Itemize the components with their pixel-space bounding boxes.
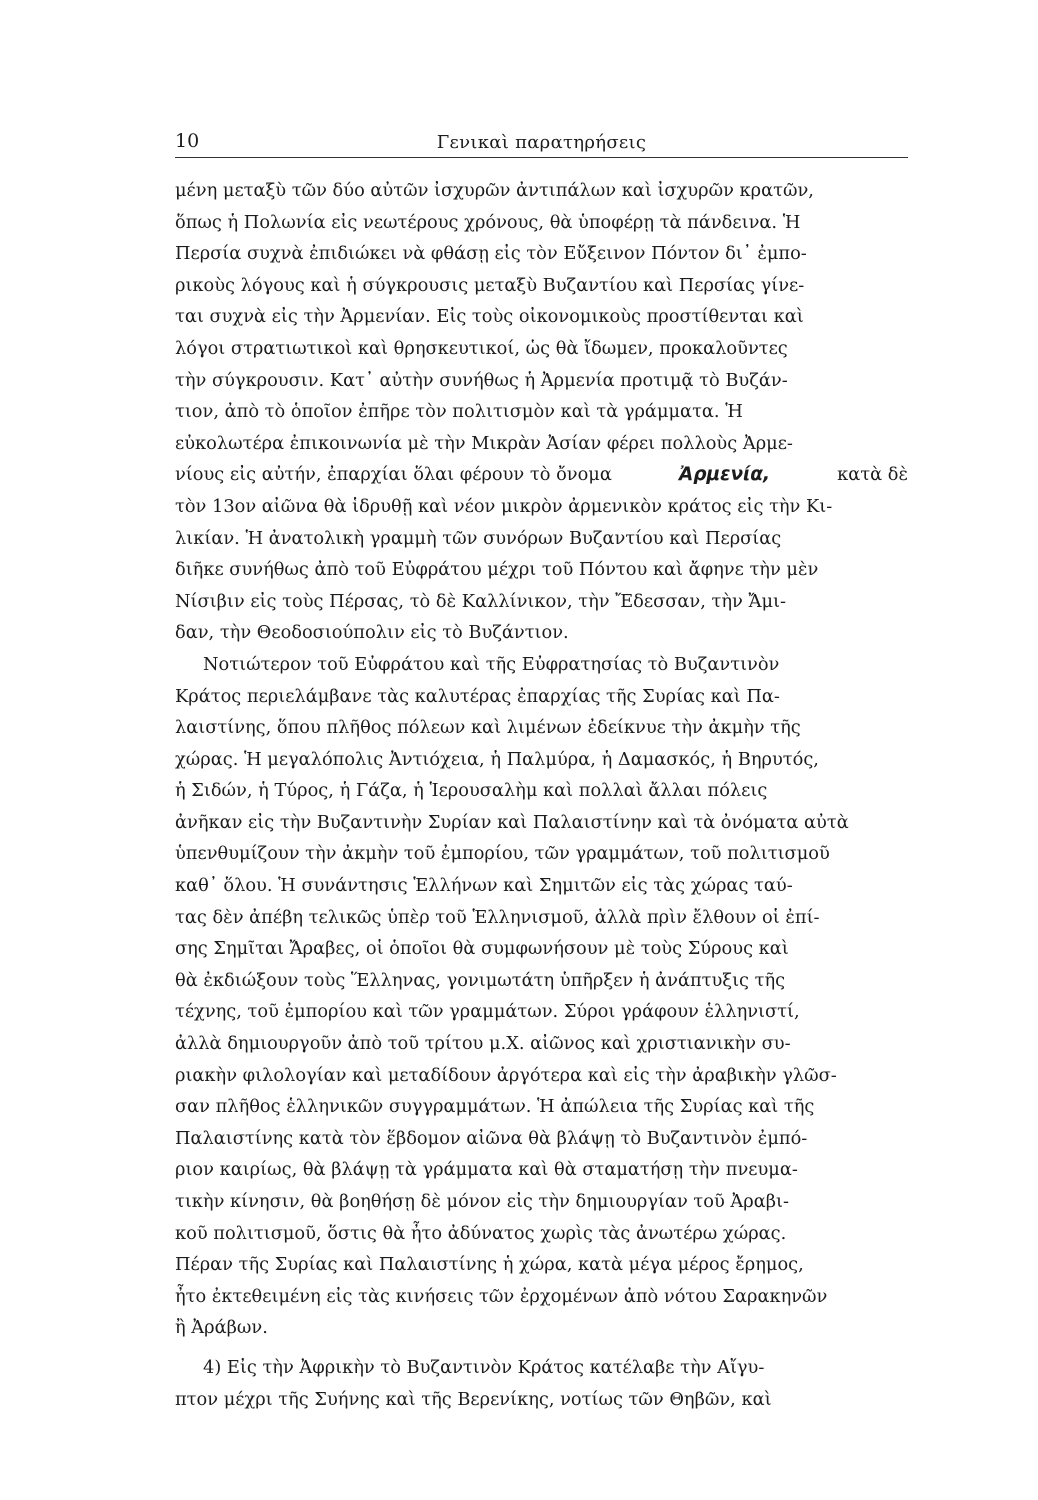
paragraph-gap bbox=[175, 1344, 908, 1352]
header-rule bbox=[175, 157, 908, 158]
text-line-content: ἢ Ἀράβων. bbox=[175, 1317, 268, 1339]
text-line: τὸν 13ον αἰῶνα θὰ ἱδρυθῇ καὶ νέον μικρὸν ἀρμενικὸν κράτος εἰς τὴν Κι- bbox=[175, 495, 833, 517]
text-line: καθ᾽ ὅλου. Ἡ συνάντησις Ἑλλήνων καὶ Σημιτῶν εἰς τὰς χώρας ταύ- bbox=[175, 875, 793, 897]
text-line: 4) Εἰς τὴν Ἀφρικὴν τὸ Βυζαντινὸν Κράτος κατέλαβε τὴν Αἴγυ- bbox=[203, 1356, 765, 1378]
text-line: τας δὲν ἀπέβη τελικῶς ὑπὲρ τοῦ Ἑλληνισμοῦ, ἀλλὰ πρὶν ἔλθουν οἱ ἐπί- bbox=[175, 906, 820, 928]
text-line-with-emphasis bbox=[175, 459, 908, 491]
paragraph-2 bbox=[175, 649, 908, 1344]
text-line bbox=[175, 1312, 908, 1344]
text-line: λόγοι στρατιωτικοὶ καὶ θρησκευτικοί, ὡς θὰ ἴδωμεν, προκαλοῦντες bbox=[175, 337, 788, 359]
page-number: 10 bbox=[175, 130, 200, 152]
text-line: τὴν σύγκρουσιν. Κατ᾽ αὐτὴν συνήθως ἡ Ἀρμενία προτιμᾷ τὸ Βυζάν- bbox=[175, 369, 788, 391]
line-tail: κατὰ δὲ bbox=[837, 464, 908, 486]
text-line: ριακὴν φιλολογίαν καὶ μεταδίδουν ἀργότερα καὶ εἰς τὴν ἀραβικὴν γλῶσ- bbox=[175, 1064, 837, 1086]
text-line: τιον, ἀπὸ τὸ ὁποῖον ἐπῆρε τὸν πολιτισμὸν καὶ τὰ γράμματα. Ἡ bbox=[175, 401, 743, 423]
text-line: μένη μεταξὺ τῶν δύο αὐτῶν ἰσχυρῶν ἀντιπάλων καὶ ἰσχυρῶν κρατῶν, bbox=[175, 180, 814, 201]
text-line: ριον καιρίως, θὰ βλάψῃ τὰ γράμματα καὶ θὰ σταματήσῃ τὴν πνευμα- bbox=[175, 1159, 798, 1181]
text-line: Κράτος περιελάμβανε τὰς καλυτέρας ἐπαρχίας τῆς Συρίας καὶ Πα- bbox=[175, 685, 780, 707]
text-line: τέχνης, τοῦ ἐμπορίου καὶ τῶν γραμμάτων. Σύροι γράφουν ἑλληνιστί, bbox=[175, 1001, 800, 1023]
text-line: Περσία συχνὰ ἐπιδιώκει νὰ φθάσῃ εἰς τὸν Εὔξεινον Πόντον δι᾽ ἐμπο- bbox=[175, 243, 807, 265]
text-line: Πέραν τῆς Συρίας καὶ Παλαιστίνης ἡ χώρα, κατὰ μέγα μέρος ἔρημος, bbox=[175, 1254, 804, 1276]
text-line: ρικοὺς λόγους καὶ ἡ σύγκρουσις μεταξὺ Βυζαντίου καὶ Περσίας γίνε- bbox=[175, 274, 805, 296]
text-line: λαιστίνης, ὅπου πλῆθος πόλεων καὶ λιμένων ἐδείκνυε τὴν ἀκμὴν τῆς bbox=[175, 717, 801, 739]
line-head: νίους εἰς αὐτήν, ἐπαρχίαι ὅλαι φέρουν τὸ ὄνομα bbox=[175, 464, 612, 486]
text-line: Παλαιστίνης κατὰ τὸν ἕβδομον αἰῶνα θὰ βλάψῃ τὸ Βυζαντινὸν ἐμπό- bbox=[175, 1127, 808, 1149]
running-head bbox=[175, 126, 908, 158]
text-line: εὐκολωτέρα ἐπικοινωνία μὲ τὴν Μικρὰν Ἀσίαν φέρει πολλοὺς Ἀρμε- bbox=[175, 432, 793, 454]
text-line: θὰ ἐκδιώξουν τοὺς Ἕλληνας, γονιμωτάτη ὑπῆρξεν ἡ ἀνάπτυξις τῆς bbox=[175, 969, 786, 991]
text-line: ἡ Σιδών, ἡ Τύρος, ἡ Γάζα, ἡ Ἱερουσαλὴμ καὶ πολλαὶ ἄλλαι πόλεις bbox=[175, 780, 768, 802]
paragraph-3 bbox=[175, 1352, 908, 1415]
text-line-content: δαν, τὴν Θεοδοσιούπολιν εἰς τὸ Βυζάντιον. bbox=[175, 622, 569, 644]
running-title: Γενικαὶ παρατηρήσεις bbox=[436, 132, 647, 153]
text-line: σης Σημῖται Ἄραβες, οἱ ὁποῖοι θὰ συμφωνήσουν μὲ τοὺς Σύρους καὶ bbox=[175, 938, 789, 960]
text-line: λικίαν. Ἡ ἀνατολικὴ γραμμὴ τῶν συνόρων Βυζαντίου καὶ Περσίας bbox=[175, 527, 782, 549]
text-line: ται συχνὰ εἰς τὴν Ἀρμενίαν. Εἰς τοὺς οἰκονομικοὺς προστίθενται καὶ bbox=[175, 306, 804, 328]
emphasized-term: Ἀρμενία, bbox=[678, 464, 771, 486]
text-line: ἀνῆκαν εἰς τὴν Βυζαντινὴν Συρίαν καὶ Παλαιστίνην καὶ τὰ ὀνόματα αὐτὰ bbox=[175, 811, 849, 833]
text-line: τικὴν κίνησιν, θὰ βοηθήσῃ δὲ μόνον εἰς τὴν δημιουργίαν τοῦ Ἀραβι- bbox=[175, 1191, 789, 1212]
text-line: κοῦ πολιτισμοῦ, ὅστις θὰ ἦτο ἀδύνατος χωρὶς τὰς ἀνωτέρω χώρας. bbox=[175, 1222, 787, 1244]
text-line: Νοτιώτερον τοῦ Εὐφράτου καὶ τῆς Εὐφρατησίας τὸ Βυζαντινὸν bbox=[203, 653, 780, 675]
text-line: ἀλλὰ δημιουργοῦν ἀπὸ τοῦ τρίτου μ.Χ. αἰῶνος καὶ χριστιανικὴν συ- bbox=[175, 1033, 791, 1055]
text-line: ἦτο ἐκτεθειμένη εἰς τὰς κινήσεις τῶν ἐρχομένων ἀπὸ νότου Σαρακηνῶν bbox=[175, 1285, 828, 1307]
text-line: ὑπενθυμίζουν τὴν ἀκμὴν τοῦ ἐμπορίου, τῶν γραμμάτων, τοῦ πολιτισμοῦ bbox=[175, 843, 830, 865]
paragraph-1 bbox=[175, 175, 908, 649]
body-text bbox=[175, 175, 908, 1415]
text-line: διῆκε συνήθως ἀπὸ τοῦ Εὐφράτου μέχρι τοῦ Πόντου καὶ ἄφηνε τὴν μὲν bbox=[175, 559, 819, 581]
text-line: Νίσιβιν εἰς τοὺς Πέρσας, τὸ δὲ Καλλίνικον, τὴν Ἔδεσσαν, τὴν Ἄμι- bbox=[175, 590, 787, 612]
text-line: χώρας. Ἡ μεγαλόπολις Ἀντιόχεια, ἡ Παλμύρα, ἡ Δαμασκός, ἡ Βηρυτός, bbox=[175, 748, 819, 770]
text-line: ὅπως ἡ Πολωνία εἰς νεωτέρους χρόνους, θὰ ὑποφέρῃ τὰ πάνδεινα. Ἡ bbox=[175, 211, 801, 233]
text-line bbox=[175, 617, 908, 649]
text-line: πτον μέχρι τῆς Συήνης καὶ τῆς Βερενίκης, νοτίως τῶν Θηβῶν, καὶ bbox=[175, 1388, 772, 1410]
text-line: σαν πλῆθος ἑλληνικῶν συγγραμμάτων. Ἡ ἀπώλεια τῆς Συρίας καὶ τῆς bbox=[175, 1096, 815, 1118]
